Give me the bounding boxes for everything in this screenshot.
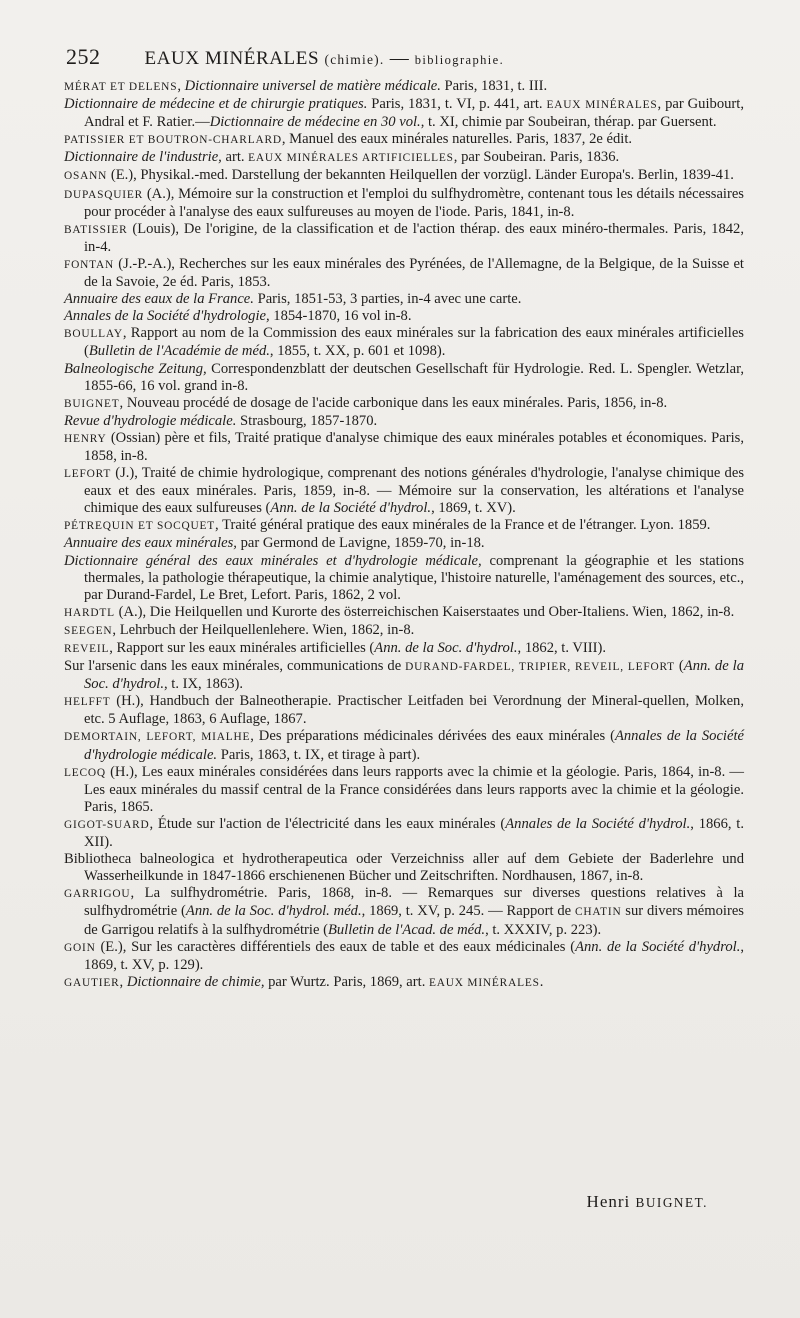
entry-text: 1854-1870, 16 vol in-8. xyxy=(269,308,412,325)
entry-author: LEFORT xyxy=(64,468,112,481)
entry-text: , Traité général pratique des eaux minérales de la France et de l'étranger. Lyon. 1859. xyxy=(215,517,711,534)
bibliography-entry xyxy=(64,535,744,552)
entry-title: Dictionnaire de chimie, xyxy=(126,973,265,990)
entry-text: Bibliotheca balneologica et hydrotherapeutica oder Verzeichniss aller auf dem Gebiete der Baderlehre und Wasserheilkunde in 1847-1866 erschienenen Bücher und Zeitschriften. Nordhausen, 1867, in-8. xyxy=(64,851,744,885)
bibliography-entry xyxy=(64,816,744,851)
bibliography-entry xyxy=(64,308,744,325)
entry-text: , 1855, t. XX, p. 601 et 1098). xyxy=(269,343,446,360)
bibliography-entry xyxy=(64,728,744,763)
bibliography-entry xyxy=(64,851,744,885)
running-title-separator: — xyxy=(389,48,410,69)
entry-text: (H.), Handbuch der Balneotherapie. Practischer Leitfaden bei Verordnung der Mineral-quellen, Molken, etc. 5 Auflage, 1863, 6 Auflage, 1867. xyxy=(84,693,744,728)
entry-text: (Ossian) père et fils, Traité pratique d'analyse chimique des eaux minérales potables et économiques. Paris, 1858, in-8. xyxy=(84,429,744,464)
entry-author: EAUX MINÉRALES ARTIFICIELLES xyxy=(248,152,454,165)
entry-author: FONTAN xyxy=(64,258,115,271)
bibliography-entry xyxy=(64,885,744,938)
entry-author: DURAND-FARDEL, TRIPIER, REVEIL, LEFORT xyxy=(405,661,675,674)
entry-text: comprenant la géographie et les stations thermales, la pathologie thérapeutique, la chimie analytique, l'histoire naturelle, l'aménagement des sources, etc., par Durand-Fardel, Le Bret, Lefort. Paris, 1862, 2 vol. xyxy=(84,552,744,603)
entry-text: , par Soubeiran. Paris, 1836. xyxy=(453,149,620,166)
bibliography-entry xyxy=(64,186,744,221)
bibliography-entry xyxy=(64,413,744,430)
entry-author: GARRIGOU xyxy=(64,888,131,901)
entry-text: Paris, 1851-53, 3 parties, in-4 avec une carte. xyxy=(253,291,522,308)
bibliography-entry xyxy=(64,291,744,308)
entry-author: GAUTIER xyxy=(64,976,120,989)
bibliography-entry xyxy=(64,622,744,640)
entry-author: PATISSIER ET BOUTRON-CHARLARD xyxy=(64,134,282,147)
page-number: 252 xyxy=(66,44,101,69)
entry-title: Dictionnaire de l'industrie, xyxy=(64,149,222,166)
entry-text: , Nouveau procédé de dosage de l'acide carbonique dans les eaux minérales. Paris, 1856, in-8. xyxy=(119,394,668,411)
bibliography-entry xyxy=(64,149,744,167)
entry-text: (E.), Sur les caractères différentiels des eaux de table et des eaux médicinales ( xyxy=(95,938,576,955)
entry-author: GIGOT-SUARD xyxy=(64,818,150,831)
entry-title: Dictionnaire de médecine en 30 vol. xyxy=(209,114,421,131)
entry-text: , xyxy=(177,78,185,94)
entry-text: , Rapport sur les eaux minérales artificielles ( xyxy=(109,640,375,656)
entry-author: BOULLAY xyxy=(64,328,123,341)
entry-title: Revue d'hydrologie médicale. xyxy=(64,412,237,429)
entry-text: , t. IX, 1863). xyxy=(164,676,244,693)
entry-text: , xyxy=(119,973,127,990)
entry-text: Paris, 1863, t. IX, et tirage à part). xyxy=(217,746,421,763)
entry-text: , t. XI, chimie par Soubeiran, thérap. par Guersent. xyxy=(420,114,717,131)
entry-text: (Louis), De l'origine, de la classification et de l'action thérap. des eaux minéro-thermales. Paris, 1842, in-4. xyxy=(84,220,744,255)
entry-author: CHATIN xyxy=(574,906,622,919)
running-title-subtitle: (chimie). xyxy=(324,52,385,67)
entry-title: Ann. de la Soc. d'hydrol. xyxy=(374,640,518,656)
author-signature xyxy=(587,1192,708,1212)
entry-author: HARDTL xyxy=(64,606,115,619)
entry-text: , 1869, t. XV, p. 129). xyxy=(84,938,745,973)
bibliography-entry xyxy=(64,256,744,291)
entry-title: Dictionnaire universel de matière médicale. xyxy=(184,78,441,94)
bibliography-entry xyxy=(64,221,744,256)
entry-author: HELFFT xyxy=(64,696,111,709)
running-header xyxy=(66,44,746,74)
entry-text: , 1869, t. XV, p. 245. — Rapport de xyxy=(361,903,575,920)
bibliography-entry xyxy=(64,658,744,693)
entry-author: DEMORTAIN, LEFORT, MIALHE xyxy=(64,731,251,744)
running-title-section: bibliographie. xyxy=(414,53,505,67)
entry-text: art. xyxy=(221,149,249,166)
bibliography-entry xyxy=(64,395,744,413)
running-title xyxy=(145,48,505,70)
bibliography-entry xyxy=(64,764,744,816)
bibliography-entry xyxy=(64,553,744,604)
entry-title: Annales de la Société d'hydrologie, xyxy=(64,308,270,325)
entry-text: (J.-P.-A.), Recherches sur les eaux minérales des Pyrénées, de l'Allemagne, de la Belgique, de la Suisse et de la Savoie, 2e éd. Paris, 1853. xyxy=(84,255,744,291)
bibliography-entry xyxy=(64,974,744,992)
bibliography-entry xyxy=(64,361,744,395)
bibliography-entry xyxy=(64,78,744,96)
entry-author: EAUX MINÉRALES xyxy=(546,99,658,112)
bibliography-entry xyxy=(64,465,744,517)
entry-title: Ann. de la Société d'hydrol. xyxy=(270,500,432,517)
entry-title: Balneologische Zeitung, xyxy=(64,360,207,377)
entry-text: . xyxy=(539,973,544,990)
entry-title: Annales de la Société d'hydrol. xyxy=(505,815,691,832)
bibliography-entry xyxy=(64,517,744,535)
bibliography-entry xyxy=(64,693,744,728)
entry-text: , La sulfhydrométrie. Paris, 1868, in-8. — Remarques sur diverses questions relatives à la sulfhydrométrie ( xyxy=(84,885,744,920)
entry-title: Annuaire des eaux de la France. xyxy=(64,291,254,308)
entry-text: Correspondenzblatt der deutschen Gesellschaft für Hydrologie. Red. L. Spengler. Wetzlar, 1855-66, 16 vol. grand in-8. xyxy=(84,360,744,394)
entry-text: , 1869, t. XV). xyxy=(431,500,516,517)
bibliography-entry xyxy=(64,640,744,658)
running-title-main: EAUX MINÉRALES xyxy=(144,48,320,69)
bibliography-entry xyxy=(64,325,744,360)
entry-author: LECOQ xyxy=(64,766,106,779)
entry-author: OSANN xyxy=(64,170,108,183)
entry-title: Ann. de la Soc. d'hydrol. méd. xyxy=(185,903,362,920)
entry-text: Paris, 1831, t. VI, p. 441, art. xyxy=(367,96,547,113)
entry-text: Strasbourg, 1857-1870. xyxy=(236,412,378,429)
entry-title: Dictionnaire général des eaux minérales et d'hydrologie médicale, xyxy=(64,552,482,569)
entry-author: BUIGNET xyxy=(64,397,120,410)
entry-text: , t. XXXIV, p. 223). xyxy=(485,921,602,938)
bibliography-entry xyxy=(64,604,744,622)
bibliography-entry xyxy=(64,167,744,185)
entry-text: (E.), Physikal.-med. Darstellung der bekannten Heilquellen der vorzügl. Länder Europa's. Berlin, 1839-41. xyxy=(107,167,734,184)
signature-first: Henri xyxy=(586,1192,631,1211)
entry-author: HENRY xyxy=(64,432,107,445)
entry-text: , par Guibourt, Andral et F. Ratier.— xyxy=(84,96,744,131)
bibliography-list xyxy=(64,78,744,992)
entry-title: Dictionnaire de médecine et de chirurgie pratiques. xyxy=(64,96,368,113)
entry-title: Ann. de la Soc. d'hydrol. xyxy=(84,658,745,693)
signature-last: BUIGNET. xyxy=(635,1195,708,1210)
entry-text: ( xyxy=(674,658,684,675)
entry-title: Annales de la Société d'hydrologie médicale. xyxy=(84,728,744,763)
entry-author: EAUX MINÉRALES xyxy=(428,976,540,989)
entry-author: REVEIL xyxy=(64,643,110,655)
entry-text: Paris, 1831, t. III. xyxy=(440,78,548,94)
entry-text: (H.), Les eaux minérales considérées dans leurs rapports avec la chimie et la géologie. Paris, 1864, in-8. — Les eaux minérales du massif central de la France considérées dans leurs rapports avec la chimie et la géologie. Paris, 1865. xyxy=(84,763,744,815)
entry-text: (A.), Die Heilquellen und Kurorte des österreichischen Kaiserstaates und Ober-Italiens. Wien, 1862, in-8. xyxy=(114,603,735,620)
entry-title: Bulletin de l'Académie de méd. xyxy=(88,343,270,360)
entry-author: MÉRAT ET DELENS xyxy=(64,81,178,93)
entry-title: Bulletin de l'Acad. de méd. xyxy=(327,921,486,938)
bibliography-entry xyxy=(64,430,744,465)
entry-title: Ann. de la Société d'hydrol. xyxy=(575,938,741,955)
entry-text: , Étude sur l'action de l'électricité dans les eaux minérales ( xyxy=(149,815,506,832)
entry-text: , 1862, t. VIII). xyxy=(517,640,607,656)
bibliography-entry xyxy=(64,939,744,974)
entry-text: Sur l'arsenic dans les eaux minérales, communications de xyxy=(64,658,406,675)
entry-text: , 1866, t. XII). xyxy=(84,815,745,851)
entry-text: , Rapport au nom de la Commission des eaux minérales sur la fabrication des eaux minérales artificielles ( xyxy=(84,325,744,360)
entry-text: , Lehrbuch der Heilquellenlehere. Wien, 1862, in-8. xyxy=(112,621,415,638)
entry-author: PÉTREQUIN ET SOCQUET xyxy=(64,520,216,533)
entry-text: , Manuel des eaux minérales naturelles. Paris, 1837, 2e édit. xyxy=(281,131,633,148)
entry-author: DUPASQUIER xyxy=(64,188,144,201)
entry-text: , Des préparations médicinales dérivées des eaux minérales ( xyxy=(250,728,615,745)
bibliography-entry xyxy=(64,96,744,131)
entry-author: SEEGEN xyxy=(64,624,113,637)
entry-author: BATISSIER xyxy=(64,223,128,236)
entry-text: sur divers mémoires de Garrigou relatifs à la sulfhydrométrie ( xyxy=(84,903,744,938)
entry-title: Annuaire des eaux minérales, xyxy=(64,535,237,552)
entry-text: (A.), Mémoire sur la construction et l'emploi du sulfhydromètre, contenant tous les détails nécessaires pour procéder à l'analyse des eaux sulfureuses au moyen de l'iode. Paris, 1841, in-8. xyxy=(84,185,744,220)
entry-text: par Germond de Lavigne, 1859-70, in-18. xyxy=(236,535,485,552)
bibliography-entry xyxy=(64,131,744,149)
entry-text: (J.), Traité de chimie hydrologique, comprenant des notions générales d'hydrologie, l'analyse chimique des eaux et des eaux minérales. Paris, 1859, in-8. — Mémoire sur la conservation, les altérations et l'analyse chimique des eaux sulfureuses ( xyxy=(84,465,744,517)
entry-author: GOIN xyxy=(64,941,96,954)
entry-text: par Wurtz. Paris, 1869, art. xyxy=(264,973,429,990)
